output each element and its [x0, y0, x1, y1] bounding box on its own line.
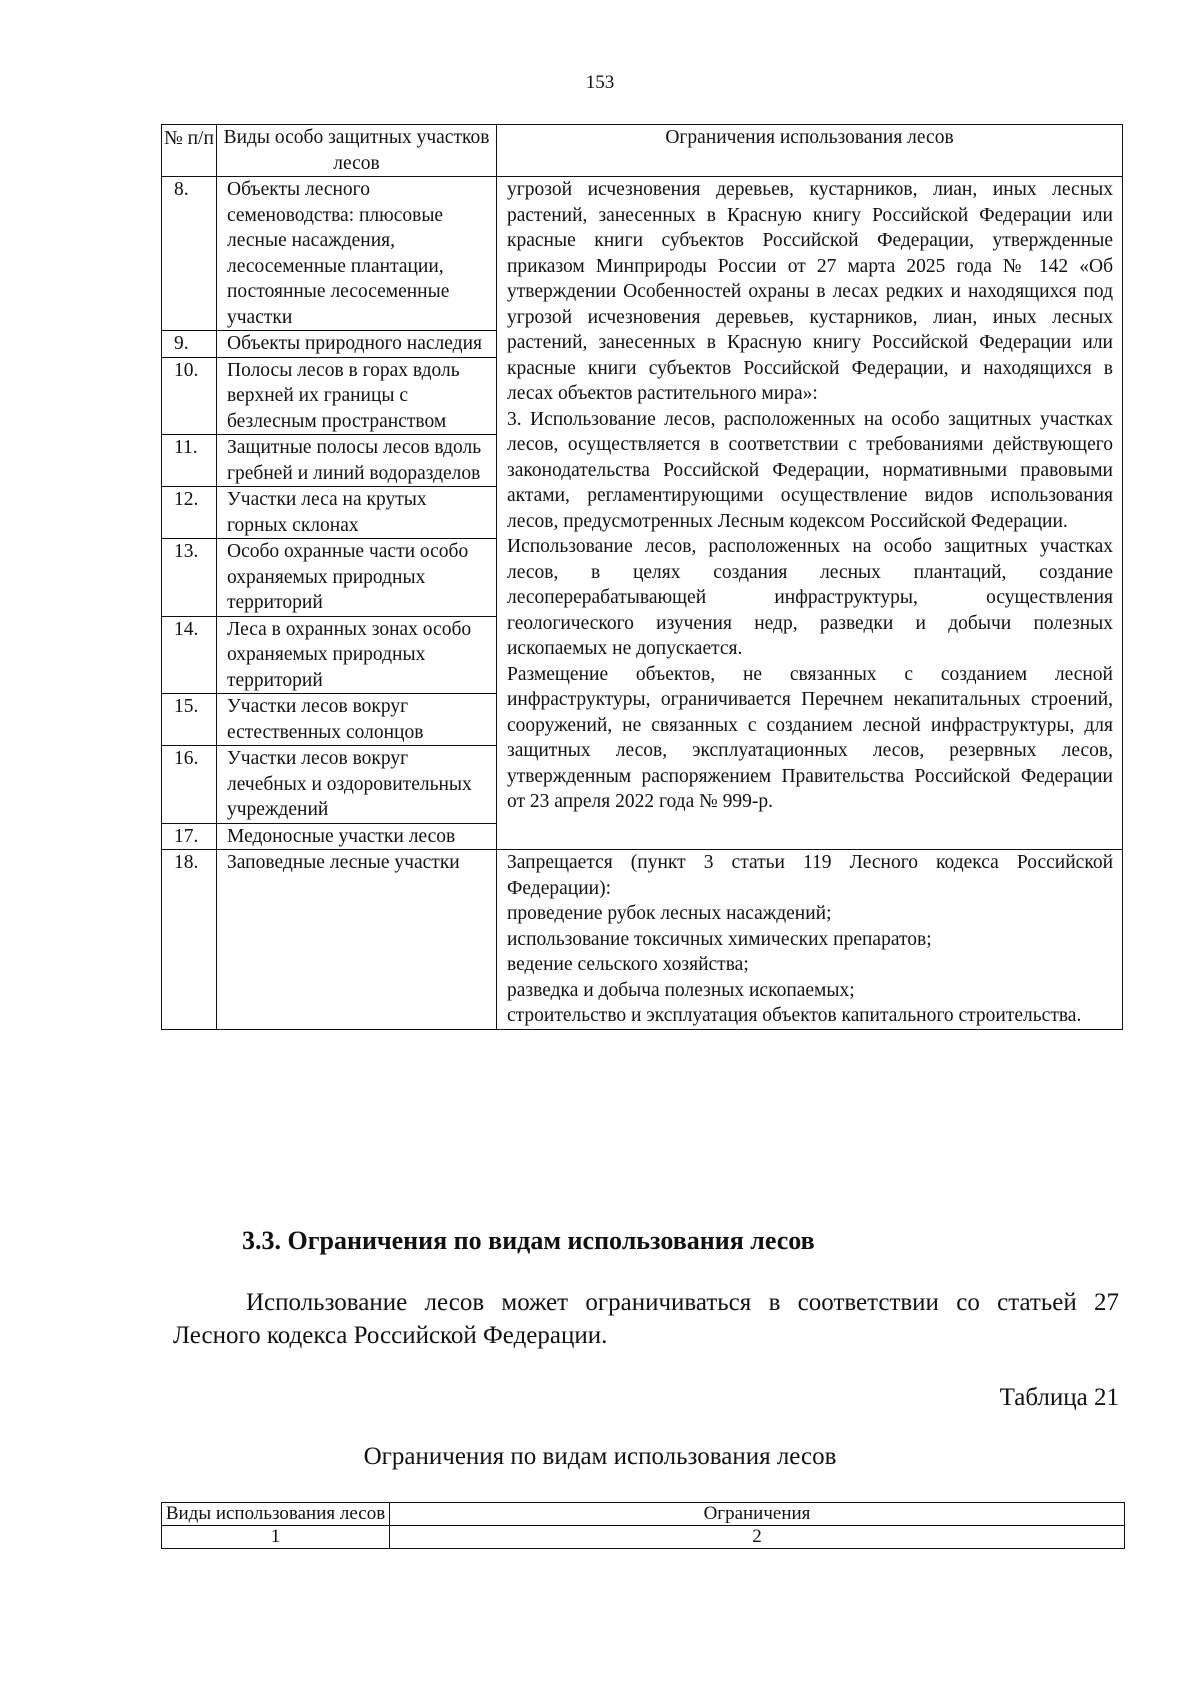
section-heading: 3.3. Ограничения по видам использования лесов	[242, 1226, 815, 1255]
restriction-line: строительство и эксплуатация объектов капитального строительства.	[507, 1005, 1082, 1026]
restriction-line: использование токсичных химических препаратов;	[507, 928, 932, 950]
restriction-paragraph: Размещение объектов, не связанных с созданием лесной инфраструктуры, ограничивается Перечнем некапитальных строений, сооружений, не связанных с созданием лесной инфраструктуры, для защитных лесов, эксплуатационных лесов, резервных лесов, утвержденным распоряжением Правительства Российской Федерации от 23 апреля 2022 года № 999-р.	[507, 663, 1113, 812]
table-row	[162, 850, 1123, 1030]
row-kind: Участки леса на крутых горных склонах	[217, 487, 497, 539]
row-kind: Полосы лесов в горах вдоль верхней их границы с безлесным пространством	[217, 357, 497, 435]
table-title: Ограничения по видам использования лесов	[363, 1443, 837, 1470]
header-num: № п/п	[162, 125, 217, 177]
usage-restrictions-table	[161, 1502, 1125, 1549]
table21-col-number: 1	[162, 1526, 390, 1549]
row-kind: Защитные полосы лесов вдоль гребней и линий водоразделов	[217, 435, 497, 487]
row-kind: Объекты лесного семеноводства: плюсовые лесные насаждения, лесосеменные плантации, постоянные лесосеменные участки	[217, 177, 497, 331]
row-kind: Медоносные участки лесов	[217, 823, 497, 850]
restriction-line: ведение сельского хозяйства;	[507, 954, 749, 975]
table-header-row	[162, 125, 1123, 177]
row18-restrictions-cell	[497, 850, 1123, 1030]
table21-header-row	[162, 1503, 1125, 1526]
section-paragraph: Использование лесов может ограничиваться в соответствии со статьей 27 Лесного кодекса Российской Федерации.	[173, 1289, 1119, 1349]
restriction-line: Запрещается (пункт 3 статьи 119 Лесного кодекса Российской Федерации):	[507, 852, 1113, 899]
row-number: 13.	[162, 539, 217, 617]
table-label: Таблица 21	[999, 1384, 1119, 1411]
table21-header-restrictions: Ограничения	[390, 1503, 1125, 1526]
page-number: 153	[585, 72, 615, 93]
header-restrictions: Ограничения использования лесов	[497, 125, 1123, 177]
row-kind: Особо охранные части особо охраняемых природных территорий	[217, 539, 497, 617]
table-row	[162, 177, 1123, 331]
row-kind: Леса в охранных зонах особо охраняемых природных территорий	[217, 616, 497, 694]
restriction-paragraph: 3. Использование лесов, расположенных на особо защитных участках лесов, осуществляется в соответствии с требованиями действующего законодательства Российской Федерации, нормативными правовыми актами, регламентирующими осуществление видов использования лесов, предусмотренных Лесным кодексом Российской Федерации.	[507, 408, 1113, 532]
row-number: 8.	[162, 177, 217, 331]
row-kind: Участки лесов вокруг лечебных и оздоровительных учреждений	[217, 746, 497, 824]
shared-restrictions-cell	[497, 177, 1123, 850]
row-number: 9.	[162, 331, 217, 358]
row-kind: Участки лесов вокруг естественных солонцов	[217, 694, 497, 746]
restriction-paragraph: Использование лесов, расположенных на особо защитных участках лесов, в целях создания лесных плантаций, создание лесоперерабатывающей инфраструктуры, осуществления геологического изучения недр, разведки и добычи полезных ископаемых не допускается.	[507, 536, 1113, 659]
row-number: 12.	[162, 487, 217, 539]
row-number: 10.	[162, 357, 217, 435]
header-kind: Виды особо защитных участков лесов	[217, 125, 497, 177]
row-number: 11.	[162, 435, 217, 487]
table21-numbering-row	[162, 1526, 1125, 1549]
row-kind: Объекты природного наследия	[217, 331, 497, 358]
table21-header-kinds: Виды использования лесов	[162, 1503, 390, 1526]
table21-col-number: 2	[390, 1526, 1125, 1549]
row-number: 18.	[162, 850, 217, 1030]
row-number: 16.	[162, 746, 217, 824]
row-number: 17.	[162, 823, 217, 850]
row-number: 14.	[162, 616, 217, 694]
restriction-paragraph: угрозой исчезновения деревьев, кустарников, лиан, иных лесных растений, занесенных в Красную книгу Российской Федерации или красные книги субъектов Российской Федерации, утвержденные приказом Минприроды России от 27 марта 2025 года № 142 «Об утверждении Особенностей охраны в лесах редких и находящихся под угрозой исчезновения деревьев, кустарников, лиан, иных лесных растений, занесенных в Красную книгу Российской Федерации или красные книги субъектов Российской Федерации, и находящихся в лесах объектов растительного мира»:	[507, 179, 1113, 404]
row-kind: Заповедные лесные участки	[217, 850, 497, 1030]
restriction-line: проведение рубок лесных насаждений;	[507, 903, 832, 924]
protected-areas-table	[161, 124, 1123, 1030]
row-number: 15.	[162, 694, 217, 746]
restriction-line: разведка и добыча полезных ископаемых;	[507, 979, 855, 1001]
